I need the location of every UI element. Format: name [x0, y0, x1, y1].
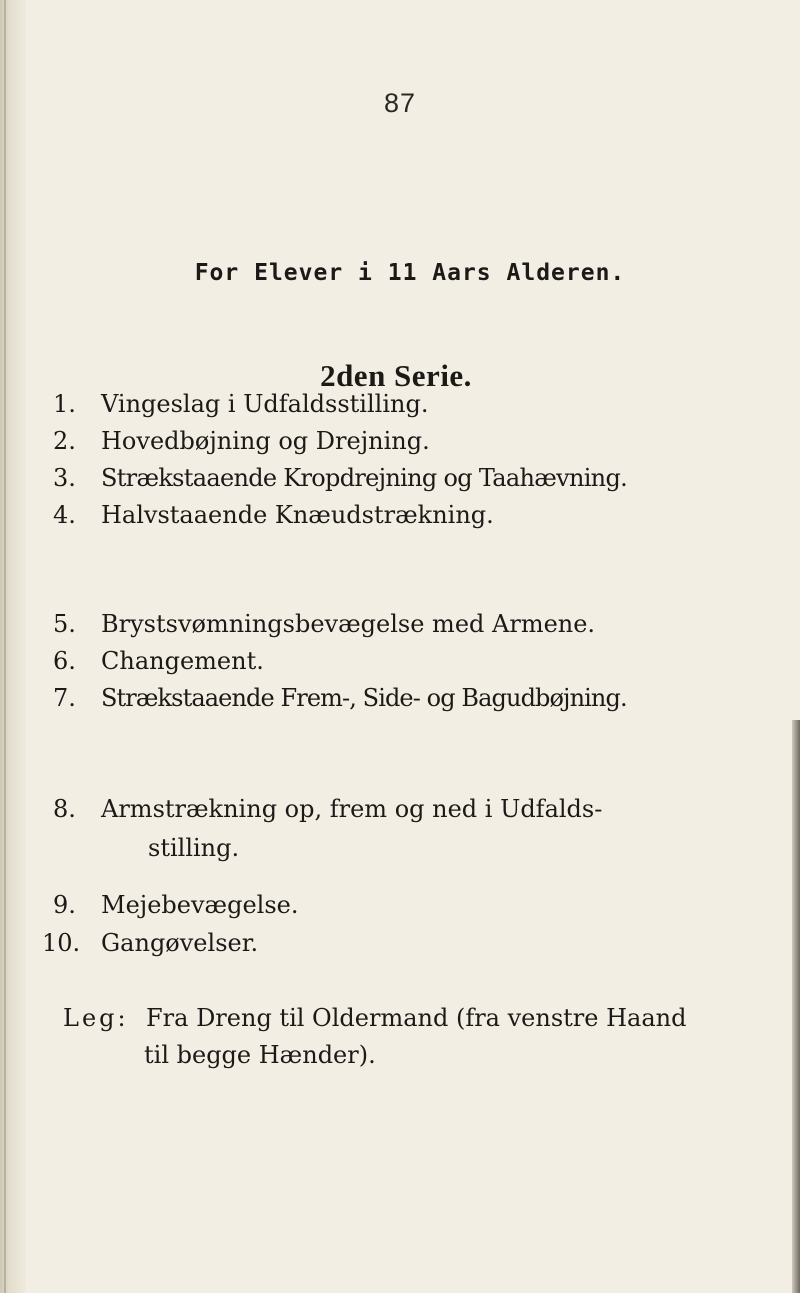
item-text: Strækstaaende Frem-, Side- og Bagudbøjning.	[101, 684, 627, 712]
scan-left-line	[4, 0, 6, 1293]
item-text: Vingeslag i Udfaldsstilling.	[101, 390, 429, 418]
item-text: Armstrækning op, frem og ned i Udfalds-	[101, 795, 603, 823]
item-number: 7.	[53, 684, 76, 712]
item-number: 4.	[53, 501, 76, 529]
item-number: 6.	[53, 647, 76, 675]
item-number: 2.	[53, 427, 76, 455]
item-text: Hovedbøjning og Drejning.	[101, 427, 430, 455]
leg-label: Leg:	[63, 1004, 129, 1032]
item-number: 1.	[53, 390, 76, 418]
serie-title: 2den Serie.	[320, 358, 472, 393]
item-number: 9.	[53, 891, 76, 919]
item-text: Gangøvelser.	[101, 929, 259, 957]
item-number: 10.	[42, 929, 81, 957]
scan-right-edge	[792, 720, 800, 1293]
item-number: 8.	[53, 795, 76, 823]
leg-continuation: til begge Hænder).	[144, 1041, 376, 1069]
item-8-continuation: stilling.	[148, 834, 240, 862]
item-text: Halvstaaende Knæudstrækning.	[101, 501, 494, 529]
item-text: Brystsvømningsbevægelse med Armene.	[101, 610, 596, 638]
item-text: Mejebevægelse.	[101, 891, 299, 919]
item-text: Changement.	[101, 647, 264, 675]
item-number: 3.	[53, 464, 76, 492]
item-text: Strækstaaende Kropdrejning og Taahævning.	[101, 464, 628, 492]
leg-text: Fra Dreng til Oldermand (fra venstre Haand	[146, 1004, 687, 1032]
section-heading: For Elever i 11 Aars Alderen.	[194, 260, 626, 286]
page-number: 87	[383, 88, 417, 118]
item-number: 5.	[53, 610, 76, 638]
